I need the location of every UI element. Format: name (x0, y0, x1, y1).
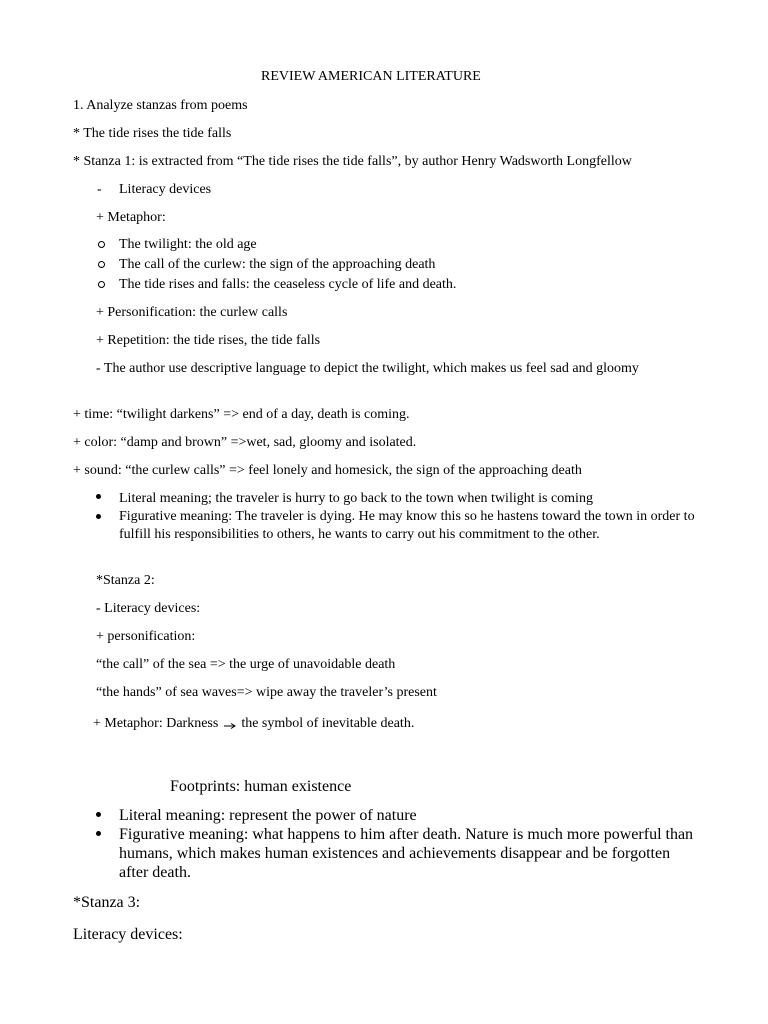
circle-bullet-icon (98, 241, 105, 248)
metaphor-label: + Metaphor: (96, 210, 166, 225)
stanza3-heading: *Stanza 3: (73, 894, 141, 911)
sound-line: + sound: “the curlew calls” => feel lonely and homesick, the sign of the approaching death (73, 463, 582, 478)
list-item: The tide rises and falls: the ceaseless cycle of life and death. (119, 277, 457, 292)
circle-bullet-icon (98, 261, 105, 268)
bullet-icon (96, 514, 101, 519)
poem-heading: * The tide rises the tide falls (73, 126, 232, 141)
footprints-line: Footprints: human existence (170, 778, 352, 795)
stanza1-intro: * Stanza 1: is extracted from “The tide rises the tide falls”, by author Henry Wadsworth Longfellow (73, 154, 632, 169)
list-item: Figurative meaning: what happens to him after death. Nature is much more powerful than humans, which makes human existences and achievements disappear and be forgotten after death. (119, 826, 694, 881)
list-item: Literal meaning; the traveler is hurry to go back to the town when twilight is coming (119, 491, 593, 506)
metaphor-suffix: the symbol of inevitable death. (241, 716, 415, 731)
descriptive-paragraph: - The author use descriptive language to depict the twilight, which makes us feel sad and gloomy (96, 361, 639, 376)
color-line: + color: “damp and brown” =>wet, sad, gloomy and isolated. (73, 435, 417, 450)
list-item: The call of the curlew: the sign of the approaching death (119, 257, 436, 272)
repetition-line: + Repetition: the tide rises, the tide falls (96, 333, 321, 348)
personification-line: + Personification: the curlew calls (96, 305, 288, 320)
bullet-icon (96, 812, 101, 817)
circle-bullet-icon (98, 281, 105, 288)
bullet-icon (96, 494, 101, 499)
list-item: The twilight: the old age (119, 237, 257, 252)
stanza2-heading: *Stanza 2: (96, 573, 155, 588)
list-item: Figurative meaning: The traveler is dying. He may know this so he hastens toward the town in order to fulfill his responsibilities to others, he wants to carry out his commitment to the other. (119, 509, 695, 542)
stanza2-devices: - Literacy devices: (96, 601, 201, 616)
call-line: “the call” of the sea => the urge of unavoidable death (96, 657, 396, 672)
metaphor-line (93, 715, 414, 733)
page-title: REVIEW AMERICAN LITERATURE (261, 69, 481, 84)
personification-label: + personification: (96, 629, 196, 644)
dash-marker: - (97, 182, 102, 197)
time-line: + time: “twilight darkens” => end of a day, death is coming. (73, 407, 410, 422)
hands-line: “the hands” of sea waves=> wipe away the traveler’s present (96, 685, 437, 700)
list-item: Literal meaning: represent the power of nature (119, 807, 417, 824)
section-heading: 1. Analyze stanzas from poems (73, 98, 248, 113)
devices-label: Literacy devices (119, 182, 212, 197)
metaphor-prefix: + Metaphor: Darkness (93, 716, 219, 731)
stanza3-devices: Literacy devices: (73, 926, 183, 943)
bullet-icon (96, 831, 101, 836)
arrow-right-icon (224, 722, 237, 730)
